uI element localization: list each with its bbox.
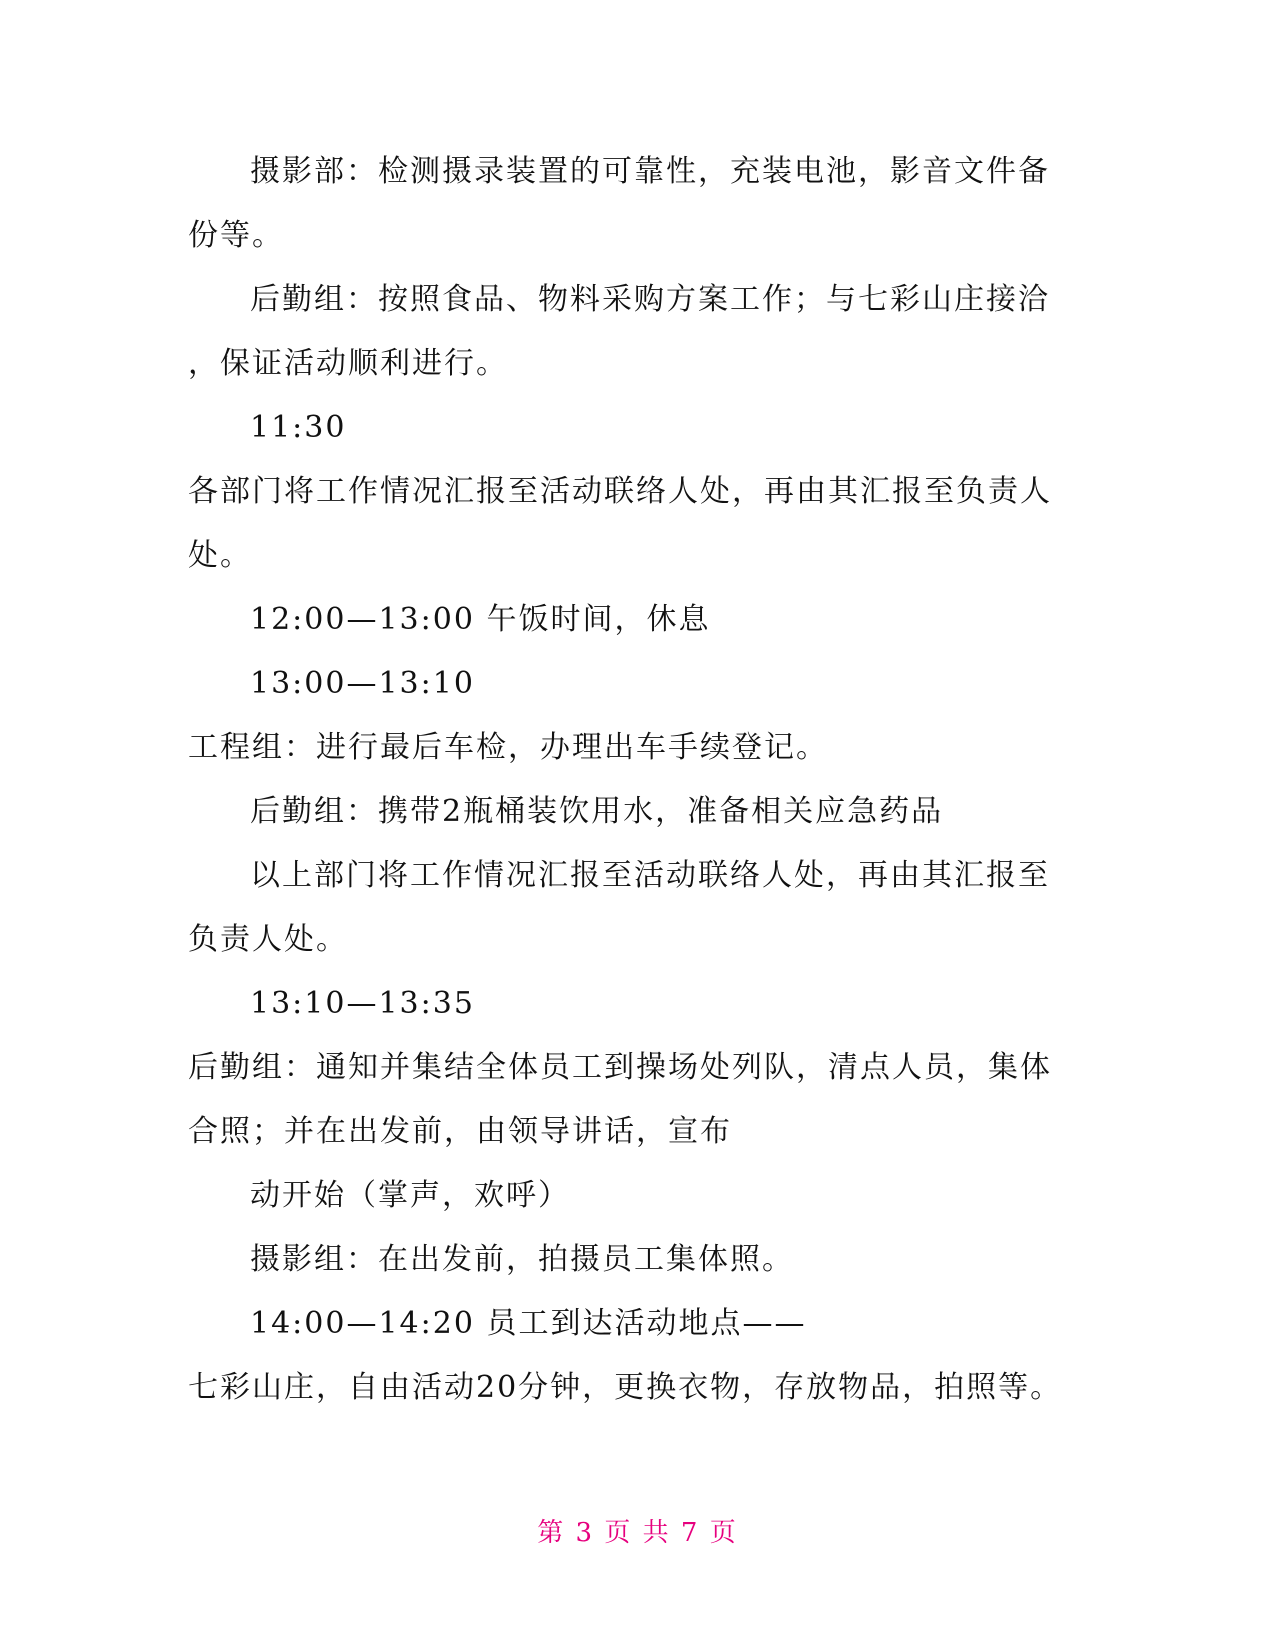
paragraph-line: 份等。: [188, 218, 284, 253]
time-heading: 13:10—13:35: [250, 986, 475, 1021]
paragraph-line: 负责人处。: [188, 922, 348, 957]
paragraph-line: 后勤组：按照食品、物料采购方案工作；与七彩山庄接洽: [250, 282, 1050, 317]
paragraph-line: 工程组：进行最后车检，办理出车手续登记。: [188, 730, 828, 765]
paragraph-line: 后勤组：通知并集结全体员工到操场处列队，清点人员，集体: [188, 1050, 1052, 1085]
time-heading: 14:00—14:20 员工到达活动地点——: [250, 1306, 807, 1341]
time-heading: 11:30: [250, 410, 347, 445]
time-heading: 13:00—13:10: [250, 666, 475, 701]
paragraph-line: 处。: [188, 538, 252, 573]
paragraph-line: 摄影组：在出发前，拍摄员工集体照。: [250, 1242, 794, 1277]
time-heading: 12:00—13:00 午饭时间，休息: [250, 602, 711, 637]
paragraph-line: 合照；并在出发前，由领导讲话，宣布: [188, 1114, 732, 1149]
paragraph-line: 七彩山庄，自由活动20分钟，更换衣物，存放物品，拍照等。: [188, 1370, 1063, 1405]
page-footer: 第 3 页 共 7 页: [537, 1518, 738, 1548]
paragraph-line: 以上部门将工作情况汇报至活动联络人处，再由其汇报至: [250, 858, 1050, 893]
paragraph-line: 各部门将工作情况汇报至活动联络人处，再由其汇报至负责人: [188, 474, 1052, 509]
paragraph-line: 后勤组：携带2瓶桶装饮用水，准备相关应急药品: [250, 794, 944, 829]
document-body: [188, 140, 1088, 1420]
paragraph-line: 摄影部：检测摄录装置的可靠性，充装电池，影音文件备: [250, 154, 1050, 189]
paragraph-line: ，保证活动顺利进行。: [188, 346, 508, 381]
paragraph-line: 动开始（掌声，欢呼）: [250, 1178, 570, 1213]
